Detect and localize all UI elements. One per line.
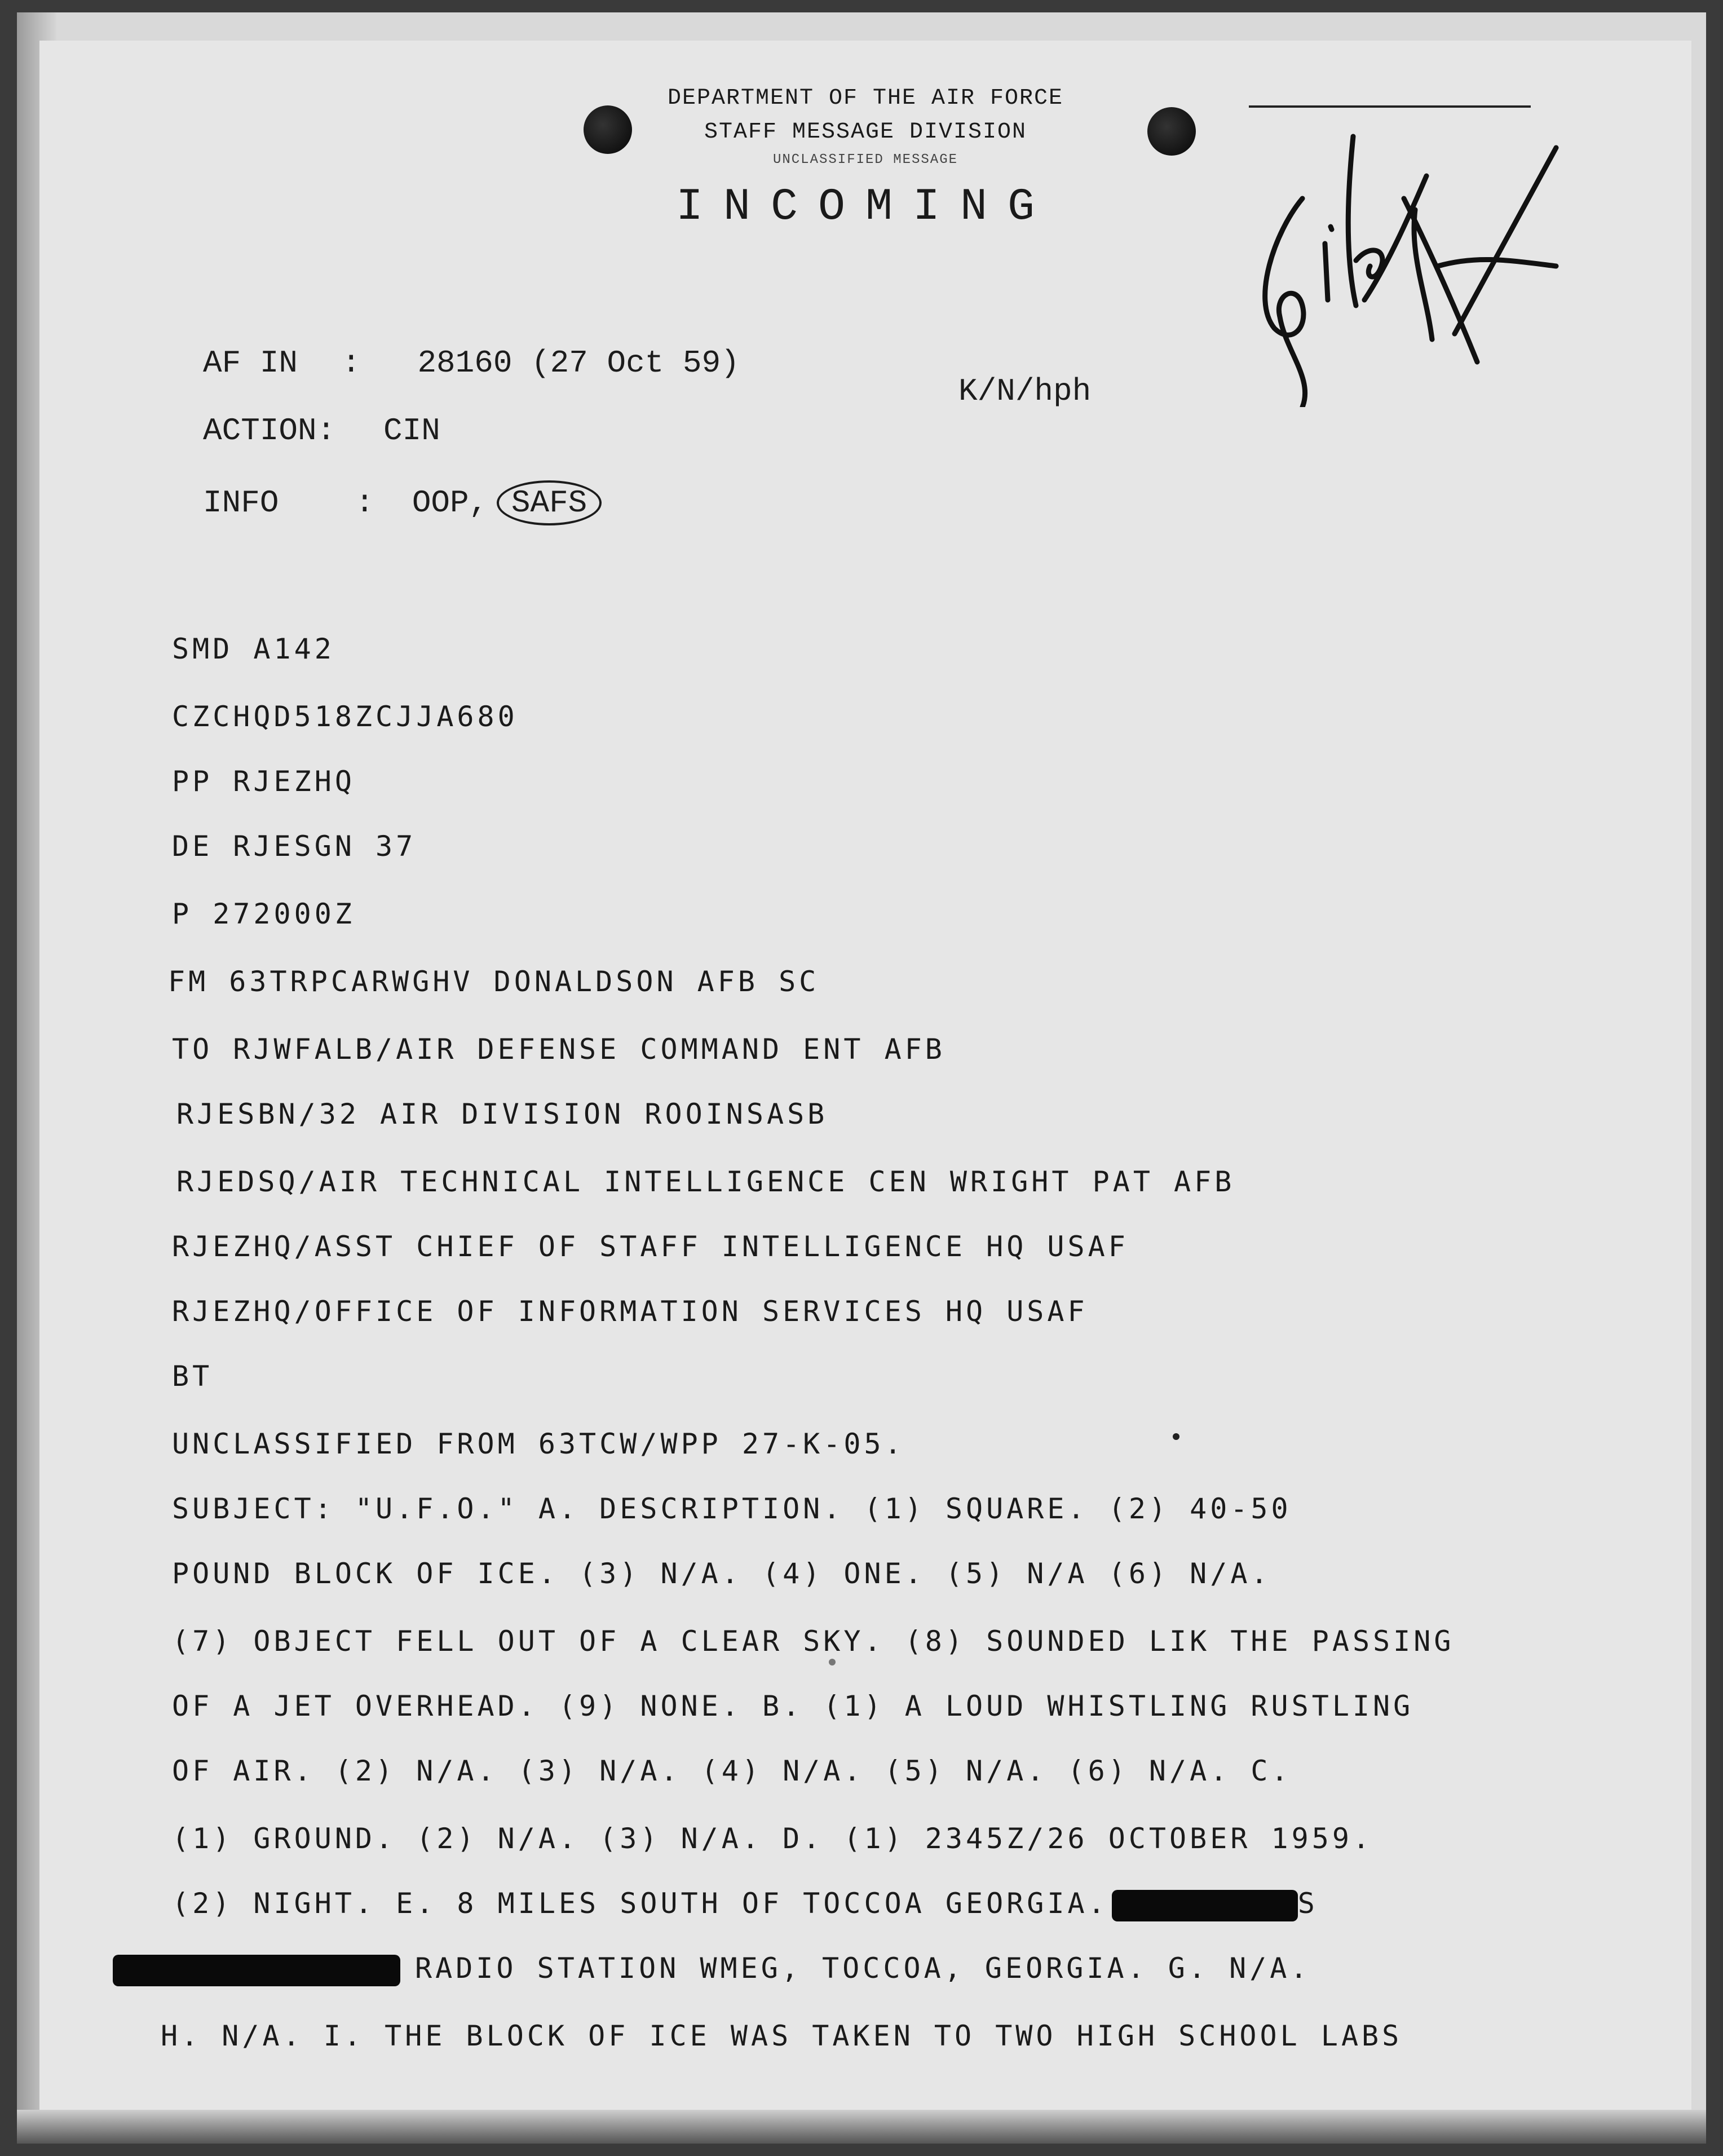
message-line: SUBJECT: "U.F.O." A. DESCRIPTION. (1) SQUARE. (2) 40-50 bbox=[172, 1492, 1292, 1525]
info-label: INFO bbox=[203, 485, 279, 521]
scan-edge bbox=[17, 2110, 1706, 2144]
message-line: POUND BLOCK OF ICE. (3) N/A. (4) ONE. (5) N/A (6) N/A. bbox=[172, 1557, 1271, 1590]
message-line: SMD A142 bbox=[172, 633, 335, 665]
classification-heading: UNCLASSIFIED MESSAGE bbox=[772, 152, 958, 167]
action-value: CIN bbox=[383, 413, 440, 449]
redaction-bar bbox=[1112, 1890, 1298, 1921]
af-in-row: AF IN : 28160 (27 Oct 59) bbox=[203, 345, 740, 381]
incoming-heading: INCOMING bbox=[675, 182, 1055, 233]
redaction-bar bbox=[113, 1955, 400, 1986]
info-row: INFO : OOP, SAFS bbox=[203, 480, 602, 525]
handwritten-signature bbox=[1240, 114, 1579, 407]
document-page bbox=[17, 12, 1706, 2144]
message-line: P 272000Z bbox=[172, 898, 355, 930]
message-line: RJEDSQ/AIR TECHNICAL INTELLIGENCE CEN WRIGHT PAT AFB bbox=[176, 1165, 1235, 1198]
af-in-value: 28160 (27 Oct 59) bbox=[417, 345, 740, 381]
info-value: OOP, bbox=[412, 485, 488, 521]
message-line: H. N/A. I. THE BLOCK OF ICE WAS TAKEN TO TWO HIGH SCHOOL LABS bbox=[161, 2020, 1403, 2052]
message-line-redacted bbox=[172, 1887, 1318, 1921]
message-line: CZCHQD518ZCJJA680 bbox=[172, 700, 518, 733]
message-line: (7) OBJECT FELL OUT OF A CLEAR SKY. (8) SOUNDED LIK THE PASSING bbox=[172, 1625, 1455, 1658]
message-line-text: RADIO STATION WMEG, TOCCOA, GEORGIA. G. N/A. bbox=[415, 1952, 1311, 1985]
message-line: RJEZHQ/OFFICE OF INFORMATION SERVICES HQ USAF bbox=[172, 1295, 1088, 1328]
message-line: DE RJESGN 37 bbox=[172, 830, 417, 863]
message-line: RJEZHQ/ASST CHIEF OF STAFF INTELLIGENCE HQ USAF bbox=[172, 1230, 1129, 1263]
punch-hole-right bbox=[1147, 107, 1196, 156]
ink-speck bbox=[829, 1659, 836, 1665]
action-label: ACTION: bbox=[203, 413, 336, 449]
message-line: PP RJEZHQ bbox=[172, 765, 355, 798]
message-line: FM 63TRPCARWGHV DONALDSON AFB SC bbox=[168, 965, 820, 998]
ink-speck bbox=[1173, 1433, 1179, 1440]
reference-code: K/N/hph bbox=[958, 373, 1092, 409]
message-sheet bbox=[39, 41, 1691, 2132]
division-heading: STAFF MESSAGE DIVISION bbox=[704, 120, 1027, 145]
action-row bbox=[203, 413, 440, 449]
message-line: UNCLASSIFIED FROM 63TCW/WPP 27-K-05. bbox=[172, 1428, 905, 1460]
message-line: RJESBN/32 AIR DIVISION ROOINSASB bbox=[176, 1098, 828, 1130]
message-line-tail: S bbox=[1297, 1887, 1318, 1920]
signature-underline bbox=[1249, 105, 1531, 108]
af-in-label: AF IN bbox=[203, 345, 298, 381]
message-line: TO RJWFALB/AIR DEFENSE COMMAND ENT AFB bbox=[172, 1033, 946, 1066]
message-line: OF AIR. (2) N/A. (3) N/A. (4) N/A. (5) N/A. (6) N/A. C. bbox=[172, 1755, 1292, 1787]
department-heading: DEPARTMENT OF THE AIR FORCE bbox=[667, 86, 1064, 111]
info-circled-value: SAFS bbox=[497, 480, 602, 525]
message-line: OF A JET OVERHEAD. (9) NONE. B. (1) A LOUD WHISTLING RUSTLING bbox=[172, 1690, 1414, 1722]
message-line-text: (2) NIGHT. E. 8 MILES SOUTH OF TOCCOA GEORGIA. bbox=[172, 1887, 1108, 1920]
message-line-redacted bbox=[113, 1952, 1311, 1986]
message-line: (1) GROUND. (2) N/A. (3) N/A. D. (1) 2345Z/26 OCTOBER 1959. bbox=[172, 1822, 1373, 1855]
punch-hole-left bbox=[584, 105, 632, 154]
message-line: BT bbox=[172, 1360, 213, 1393]
